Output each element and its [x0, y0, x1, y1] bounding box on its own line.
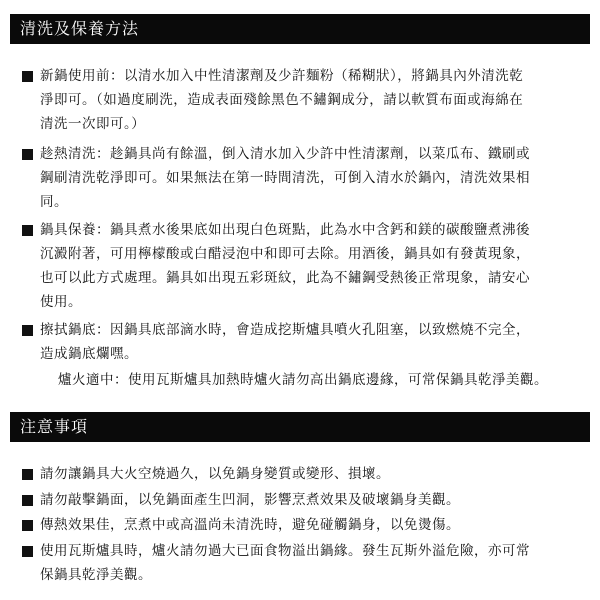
- item-text: 傳熱效果佳，烹煮中或高溫尚未清洗時，避免碰觸鍋身，以免燙傷。: [40, 517, 460, 533]
- item-text: 使用。: [40, 294, 82, 310]
- bullet-square-icon: [22, 520, 33, 531]
- item-text: 清洗一次即可。）: [40, 116, 146, 132]
- item-text: 請勿敲擊鍋面，以免鍋面產生凹洞，影響烹煮效果及破壞鍋身美觀。: [40, 492, 460, 508]
- item-text: 爐火適中：使用瓦斯爐具加熱時爐火請勿高出鍋底邊緣，可常保鍋具乾淨美觀。: [58, 372, 548, 388]
- list-item: [40, 539, 580, 587]
- bullet-square-icon: [22, 325, 33, 336]
- item-text: 趁熱清洗：趁鍋具尚有餘溫，倒入清水加入少許中性清潔劑，以菜瓜布、鐵刷或: [40, 146, 530, 162]
- item-text: 鍋具保養：鍋具煮水後果底如出現白色斑點，此為水中含鈣和鎂的碳酸鹽煮沸後: [40, 222, 530, 238]
- section-title: 注意事項: [20, 417, 89, 436]
- bullet-square-icon: [22, 149, 33, 160]
- item-text: 擦拭鍋底：因鍋具底部滴水時，會造成挖斯爐具噴火孔阻塞，以致燃燒不完全，: [40, 322, 530, 338]
- list-item: [40, 462, 580, 486]
- list-item: [40, 488, 580, 512]
- item-text: 鋼刷清洗乾淨即可。如果無法在第一時間清洗，可倒入清水於鍋內，清洗效果相: [40, 170, 530, 186]
- item-text: 保鍋具乾淨美觀。: [40, 567, 152, 583]
- list-item: [40, 218, 580, 314]
- item-text: 也可以此方式處理。鍋具如出現五彩斑紋，此為不鏽鋼受熱後正常現象，請安心: [40, 270, 530, 286]
- list-item: [40, 513, 580, 537]
- bullet-square-icon: [22, 225, 33, 236]
- item-text: 請勿讓鍋具大火空燒過久，以免鍋身變質或變形、損壞。: [40, 466, 390, 482]
- item-text: 使用瓦斯爐具時，爐火請勿過大已面食物溢出鍋緣。發生瓦斯外溢危險，亦可常: [40, 543, 530, 559]
- bullet-square-icon: [22, 469, 33, 480]
- list-item: [40, 142, 580, 214]
- section-header-notes: [10, 412, 590, 442]
- section-title: 清洗及保養方法: [20, 19, 140, 38]
- bullet-square-icon: [22, 495, 33, 506]
- bullet-square-icon: [22, 71, 33, 82]
- section-header-care: [10, 14, 590, 44]
- item-text: 淨即可。（如過度刷洗，造成表面殘餘黑色不鏽鋼成分，請以軟質布面或海綿在: [40, 92, 524, 108]
- item-text: 沉澱附著，可用檸檬酸或白醋浸泡中和即可去除。用酒後，鍋具如有發黃現象，: [40, 246, 530, 262]
- bullet-square-icon: [22, 546, 33, 557]
- item-text: 同。: [40, 194, 68, 210]
- item-text: 新鍋使用前：以清水加入中性清潔劑及少許麵粉（稀糊狀），將鍋具內外清洗乾: [40, 68, 524, 84]
- list-item: [40, 318, 580, 366]
- list-item: [40, 64, 580, 136]
- item-text: 造成鍋底爛嘿。: [40, 346, 138, 362]
